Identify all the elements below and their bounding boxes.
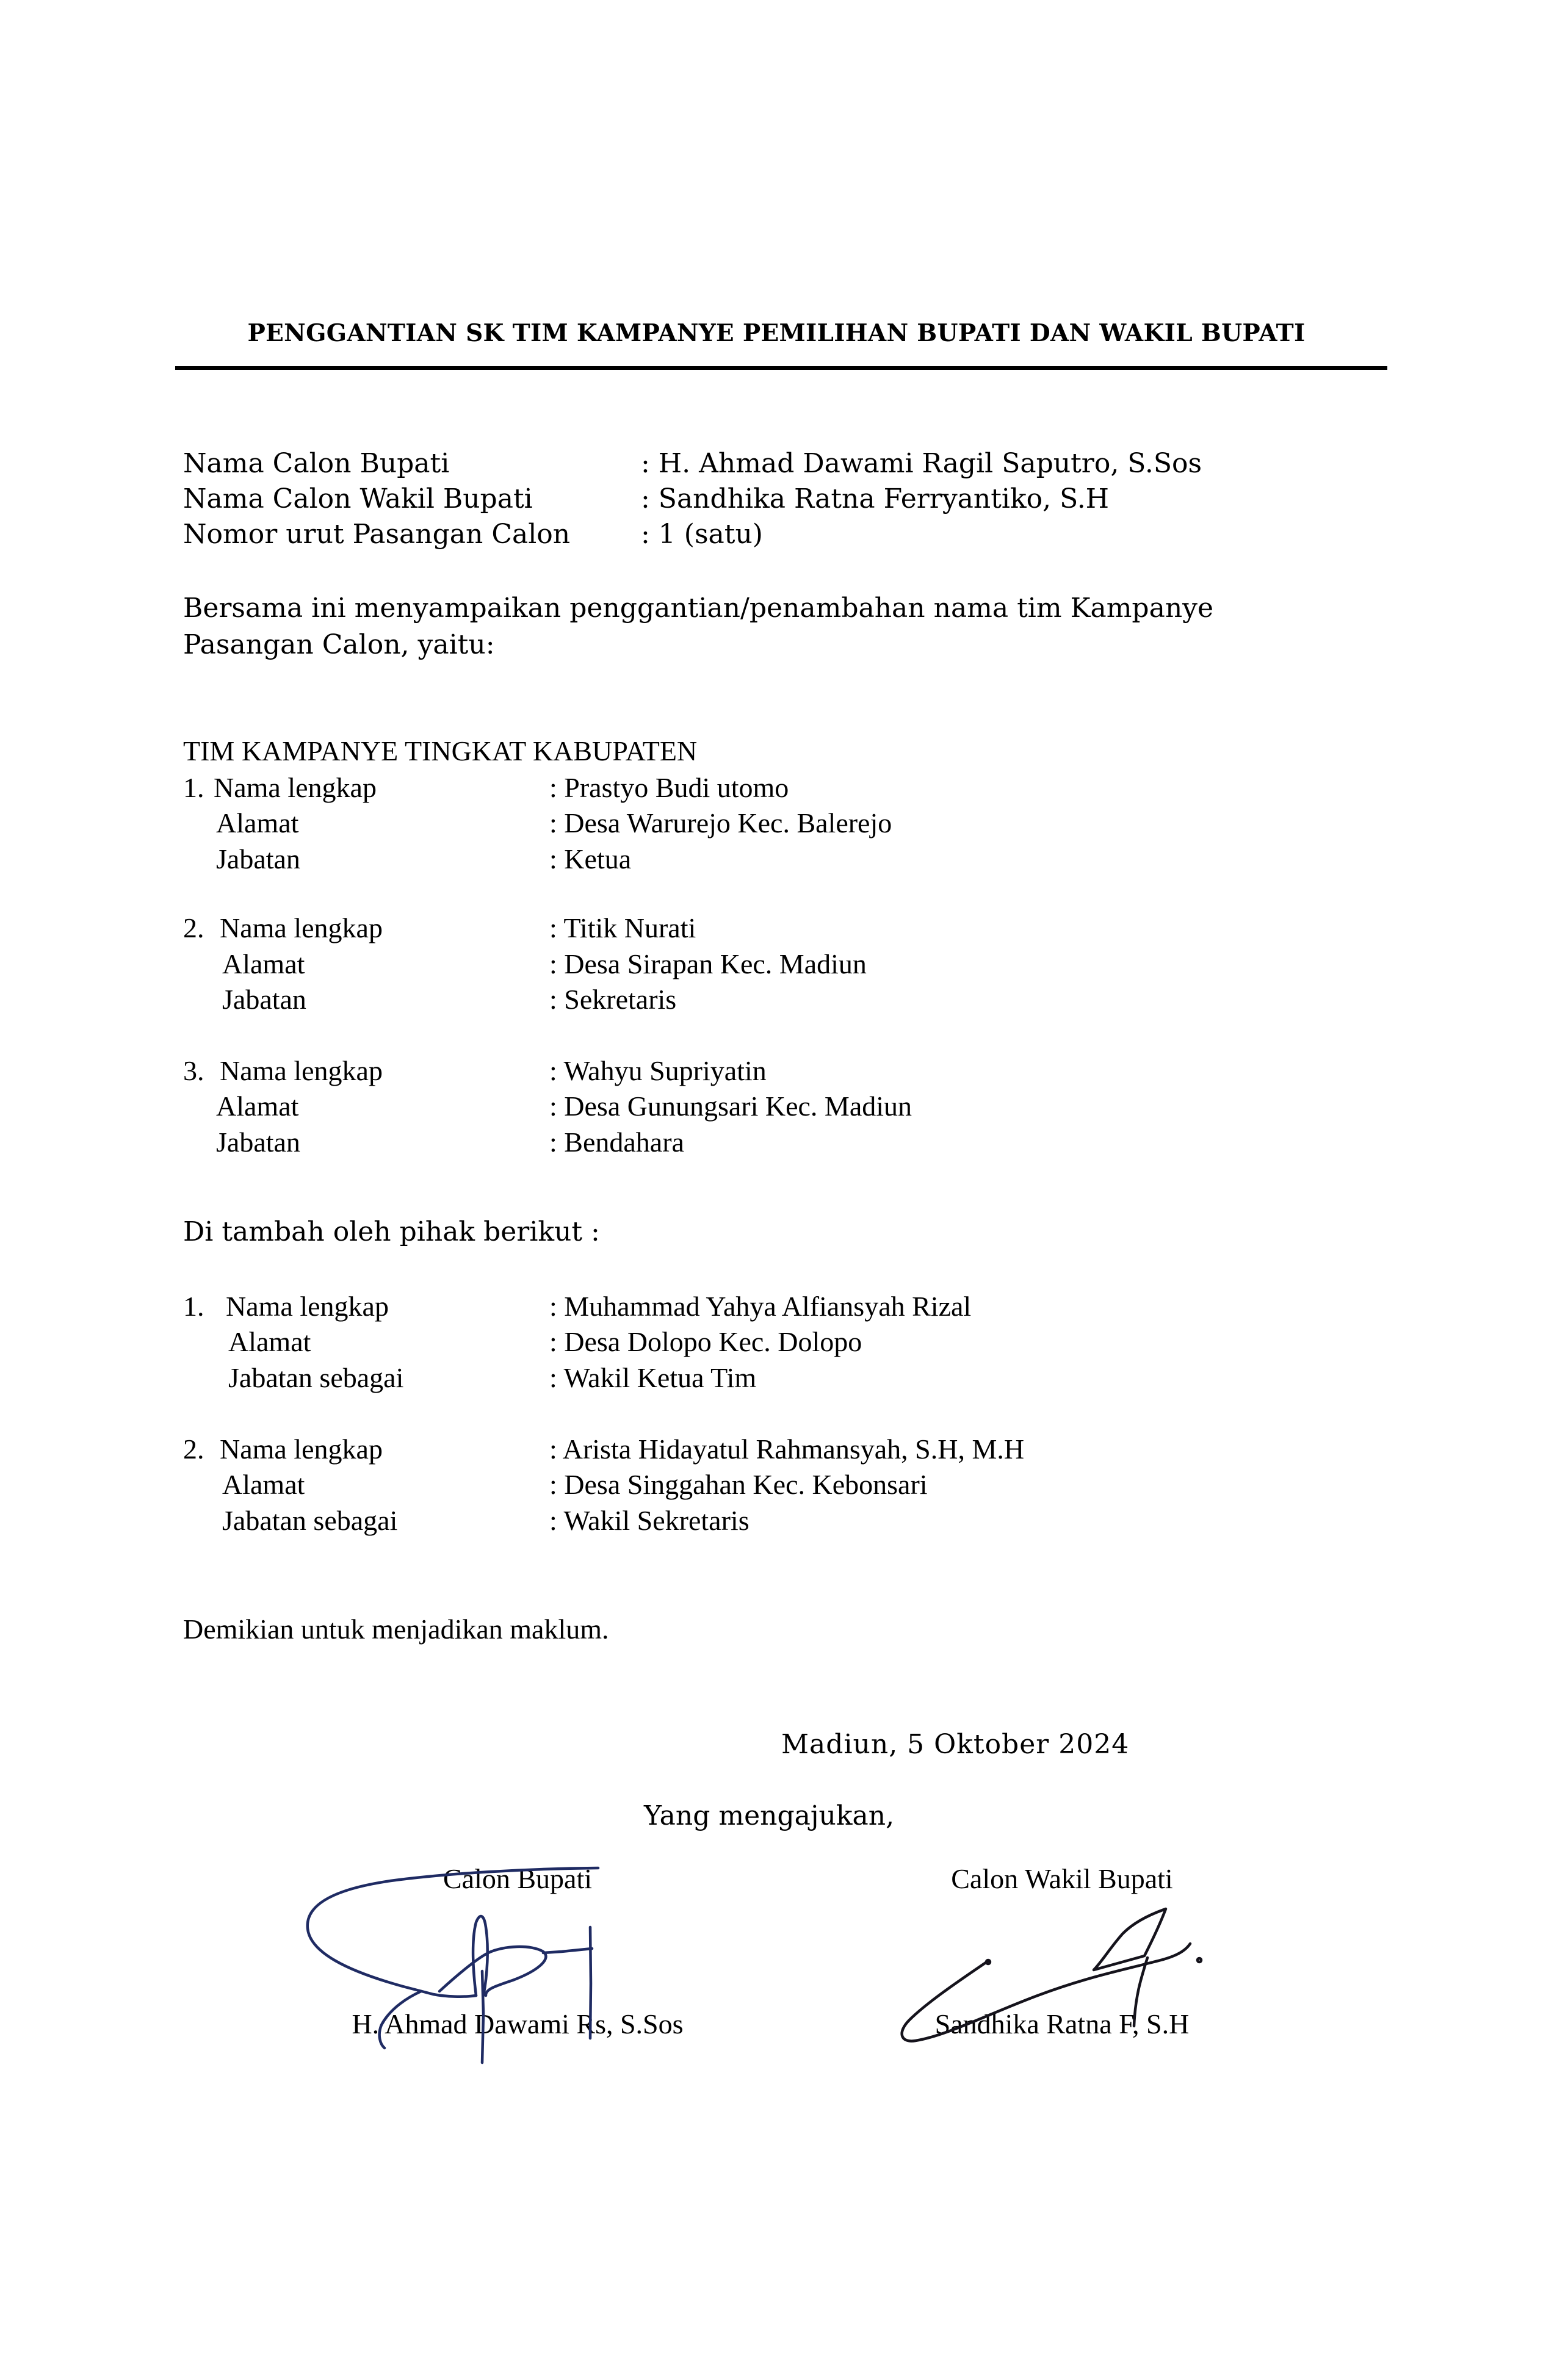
address-label: Alamat bbox=[222, 1469, 305, 1500]
intro-line: Pasangan Calon, yaitu: bbox=[183, 629, 495, 660]
address-value: : Desa Gunungsari Kec. Madiun bbox=[549, 1091, 912, 1122]
member-number: 2. bbox=[183, 912, 204, 943]
address-label: Alamat bbox=[228, 1326, 311, 1357]
name-value: : Wahyu Supriyatin bbox=[549, 1055, 767, 1086]
address-label: Alamat bbox=[216, 1091, 299, 1122]
name-value: : Arista Hidayatul Rahmansyah, S.H, M.H bbox=[549, 1433, 1025, 1465]
title-underline bbox=[175, 366, 1387, 370]
name-label: Nama lengkap bbox=[214, 772, 377, 803]
role-label: Jabatan bbox=[216, 843, 300, 874]
address-value: : Desa Dolopo Kec. Dolopo bbox=[549, 1326, 862, 1357]
closing-text: Demikian untuk menjadikan maklum. bbox=[183, 1614, 609, 1645]
field-label: Nama Calon Bupati bbox=[183, 448, 450, 479]
role-value: : Sekretaris bbox=[549, 984, 677, 1015]
role-label: Jabatan bbox=[216, 1127, 300, 1158]
member-number: 2. bbox=[183, 1433, 204, 1465]
field-value: : Sandhika Ratna Ferryantiko, S.H bbox=[641, 483, 1110, 514]
member-number: 1. bbox=[183, 772, 204, 803]
name-value: : Prastyo Budi utomo bbox=[549, 772, 789, 803]
name-value: : Titik Nurati bbox=[549, 912, 696, 943]
role-label: Jabatan sebagai bbox=[222, 1505, 398, 1536]
signature-wakil-strokes bbox=[902, 1909, 1201, 2041]
field-label: Nama Calon Wakil Bupati bbox=[183, 483, 533, 514]
member-number: 1. bbox=[183, 1291, 204, 1322]
address-label: Alamat bbox=[222, 948, 305, 979]
document-title: PENGGANTIAN SK TIM KAMPANYE PEMILIHAN BUPATI DAN WAKIL BUPATI bbox=[247, 319, 1306, 347]
name-label: Nama lengkap bbox=[220, 1055, 383, 1086]
signatory-position: Calon Wakil Bupati bbox=[951, 1863, 1173, 1894]
role-value: : Ketua bbox=[549, 843, 632, 874]
field-value: : 1 (satu) bbox=[641, 519, 763, 550]
addition-heading: Di tambah oleh pihak berikut : bbox=[183, 1216, 600, 1247]
address-value: : Desa Warurejo Kec. Balerejo bbox=[549, 807, 892, 838]
member-number: 3. bbox=[183, 1055, 204, 1086]
name-label: Nama lengkap bbox=[220, 912, 383, 943]
name-label: Nama lengkap bbox=[220, 1433, 383, 1465]
submitted-by: Yang mengajukan, bbox=[644, 1800, 895, 1831]
name-label: Nama lengkap bbox=[226, 1291, 389, 1322]
field-label: Nomor urut Pasangan Calon bbox=[183, 519, 571, 550]
address-value: : Desa Singgahan Kec. Kebonsari bbox=[549, 1469, 928, 1500]
signature-wakil-bupati bbox=[867, 1831, 1245, 2063]
role-value: : Wakil Ketua Tim bbox=[549, 1362, 757, 1393]
address-label: Alamat bbox=[216, 807, 299, 838]
field-value: : H. Ahmad Dawami Ragil Saputro, S.Sos bbox=[641, 448, 1202, 479]
role-label: Jabatan sebagai bbox=[228, 1362, 404, 1393]
intro-line: Bersama ini menyampaikan penggantian/penambahan nama tim Kampanye bbox=[183, 593, 1214, 624]
place-date: Madiun, 5 Oktober 2024 bbox=[781, 1729, 1130, 1760]
role-value: : Wakil Sekretaris bbox=[549, 1505, 750, 1536]
signature-bupati-strokes bbox=[308, 1868, 598, 2063]
role-label: Jabatan bbox=[222, 984, 306, 1015]
role-value: : Bendahara bbox=[549, 1127, 684, 1158]
address-value: : Desa Sirapan Kec. Madiun bbox=[549, 948, 867, 979]
signatory-name: H. Ahmad Dawami Rs, S.Sos bbox=[352, 2008, 684, 2039]
name-value: : Muhammad Yahya Alfiansyah Rizal bbox=[549, 1291, 972, 1322]
signatory-name: Sandhika Ratna F, S.H bbox=[934, 2008, 1190, 2039]
signatory-position: Calon Bupati bbox=[443, 1863, 593, 1894]
signature-bupati bbox=[293, 1831, 757, 2087]
team-heading: TIM KAMPANYE TINGKAT KABUPATEN bbox=[183, 735, 698, 766]
